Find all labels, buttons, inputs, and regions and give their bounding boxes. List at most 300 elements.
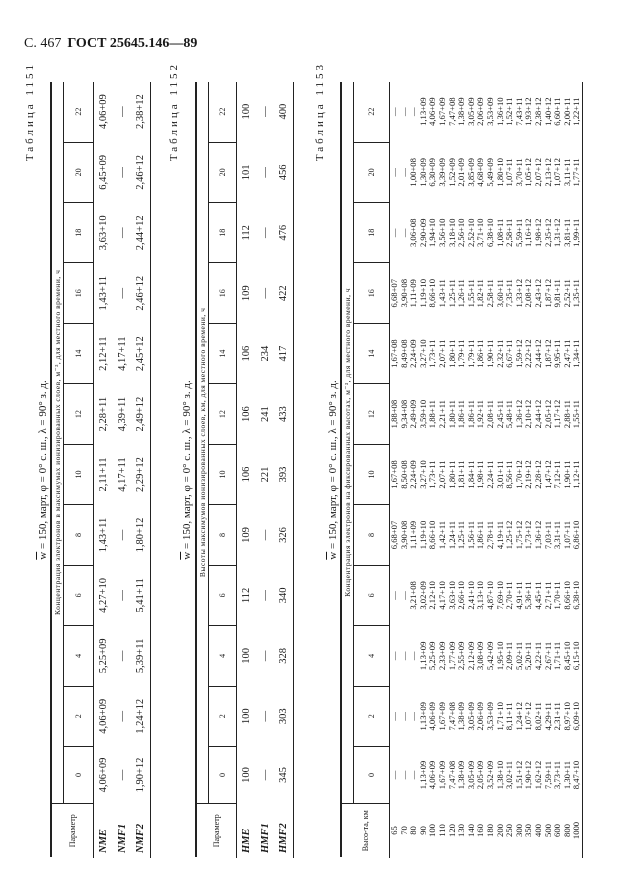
table-label: Таблица 1151 (24, 62, 36, 162)
cell-value: 3,06+08 (408, 218, 419, 248)
row-name: 90 (417, 826, 428, 835)
cell-value: 3,73+11 (552, 760, 563, 790)
cell-value: 1,07+11 (504, 158, 515, 187)
cell-value: 2,58+11 (484, 279, 495, 308)
cell-value: 1,30+11 (561, 760, 572, 790)
cell-value: 2,24+09 (408, 339, 419, 368)
cell-value: — (389, 107, 399, 116)
row-name: 600 (552, 824, 563, 837)
cell-value: — (116, 167, 128, 178)
cell-value: 7,03+11 (542, 520, 553, 550)
cell-value: 1,43+11 (97, 517, 109, 553)
cell-value: 1,94+10 (427, 218, 438, 248)
row-name: 250 (504, 824, 515, 837)
cell-value: 1,79+11 (456, 339, 467, 368)
cell-value: — (259, 529, 271, 541)
row-name: 350 (523, 824, 534, 837)
column-header: 20 (209, 142, 237, 202)
cell-value: 106 (240, 466, 252, 483)
cell-value: 2,44+12 (532, 339, 543, 368)
cell-value: 6,45+09 (97, 154, 109, 190)
cell-value: 3,05+09 (465, 760, 476, 790)
cell-value: 3,27+10 (417, 460, 428, 489)
cell-value: 106 (240, 406, 252, 422)
cell-value: 1,07+12 (523, 702, 534, 731)
cell-value: — (259, 650, 271, 662)
cell-value: 3,56+10 (436, 218, 447, 248)
cell-value: 5,49+09 (484, 158, 495, 187)
table-label: Таблица 1153 (314, 62, 326, 162)
cell-value: 8,66+10 (427, 278, 438, 308)
cell-value: 1,13+09 (417, 702, 428, 731)
cell-value: 1,25+12 (504, 520, 515, 550)
cell-value: — (116, 769, 128, 781)
cell-value: 1,24+12 (132, 686, 151, 746)
cell-value: 5,02+11 (513, 641, 524, 670)
cell-value: 3,05+09 (465, 97, 476, 126)
cell-value: 2,44+12 (532, 399, 543, 429)
cell-value: 1,05+12 (523, 158, 534, 187)
cell-value: 6,68+07 (389, 278, 399, 308)
cell-value: 5,25+09 (97, 638, 109, 674)
cell-value: 6,60+11 (552, 97, 563, 126)
cell-value: 3,13+10 (475, 581, 486, 610)
cell-value: 3,05+09 (465, 702, 476, 731)
row-name: 130 (456, 824, 467, 837)
column-header: 2 (354, 686, 390, 746)
cell-value: 3,85+09 (465, 158, 476, 187)
row-name: 140 (465, 824, 476, 837)
cell-value: 1,73+11 (427, 339, 438, 368)
cell-value: 2,66+10 (456, 581, 467, 610)
cell-value: — (259, 227, 271, 239)
column-header: 12 (354, 384, 390, 444)
cell-value: 8,56+11 (504, 460, 515, 489)
cell-value: 4,22+11 (532, 641, 543, 670)
table-row (237, 82, 256, 858)
table-row (132, 82, 151, 858)
cell-value: 1,70+12 (513, 460, 524, 489)
cell-value: 1,25+11 (456, 520, 467, 550)
cell-value: 6,30+09 (427, 158, 438, 187)
cell-value: 2,56+10 (456, 218, 467, 248)
header-row (51, 82, 64, 858)
column-header: 16 (64, 263, 94, 323)
cell-value: 2,12+11 (97, 336, 109, 371)
cell-value: 1,43+11 (436, 279, 447, 308)
cell-value: 2,11+11 (97, 457, 109, 492)
title-variable: $\overline{w}$ (327, 551, 339, 560)
row-name: 1000 (572, 804, 582, 858)
cell-value: 7,59+11 (542, 760, 553, 790)
cell-value: 1,90+12 (132, 747, 151, 804)
column-header: 8 (209, 505, 237, 565)
cell-value: 2,07+11 (436, 460, 447, 489)
title-variable: $\overline{w}$ (37, 551, 49, 560)
cell-value: 2,35+12 (542, 218, 553, 248)
cell-value: 2,88+11 (561, 400, 572, 429)
cell-value: 106 (240, 345, 252, 362)
cell-value: — (116, 711, 128, 722)
cell-value: 1,38+09 (456, 702, 467, 731)
cell-value: 2,45+11 (494, 400, 505, 429)
cell-value: 6,86+10 (572, 505, 582, 565)
cell-value: — (398, 651, 409, 661)
cell-value: — (259, 769, 271, 781)
cell-value: 2,32+11 (494, 339, 505, 368)
cell-value: 2,38+12 (532, 97, 543, 126)
cell-value: 2,01+09 (456, 158, 467, 187)
cell-value: 1,88+11 (427, 400, 438, 429)
row-name: 80 (408, 826, 419, 835)
column-header: 6 (64, 565, 94, 625)
cell-value: 1,55+11 (572, 384, 582, 444)
cell-value: — (398, 591, 409, 600)
row-name: 200 (494, 824, 505, 837)
column-header: 6 (209, 565, 237, 625)
cell-value: 2,43+12 (532, 278, 543, 308)
cell-value: 1,56+11 (465, 520, 476, 550)
cell-value: 100 (240, 103, 252, 120)
cell-value: 112 (240, 587, 252, 604)
column-header: 22 (354, 82, 390, 142)
cell-value: 5,25+09 (427, 641, 438, 671)
cell-value: 400 (275, 82, 294, 142)
column-header: 14 (64, 323, 94, 383)
cell-value: 2,67+11 (542, 641, 553, 670)
cell-value: 1,42+11 (436, 520, 447, 550)
cell-value: 1,88+08 (389, 399, 399, 429)
header-row (196, 82, 209, 858)
cell-value: 2,71+11 (542, 581, 553, 610)
cell-value: 8,45+10 (561, 641, 572, 671)
cell-value: 4,29+11 (542, 702, 553, 731)
cell-value: 2,33+09 (436, 641, 447, 671)
cell-value: 326 (275, 505, 294, 565)
cell-value: 2,45+12 (132, 323, 151, 383)
column-header: 0 (209, 747, 237, 804)
cell-value: 1,73+11 (427, 460, 438, 489)
cell-value: 8,97+10 (561, 702, 572, 731)
cell-value: 8,49+08 (398, 339, 409, 368)
cell-value: 3,27+10 (417, 339, 428, 368)
column-header: 8 (354, 505, 390, 565)
column-header: 18 (64, 203, 94, 263)
cell-value: 8,11+11 (504, 702, 515, 731)
cell-value: 3,63+10 (97, 215, 109, 251)
cell-value: 1,71+10 (494, 702, 505, 731)
cell-value: 2,38+12 (132, 82, 151, 143)
cell-value: 5,20+11 (523, 641, 534, 670)
cell-value: 1,25+11 (446, 279, 457, 308)
cell-value: 1,77+11 (572, 142, 582, 202)
row-name: 400 (532, 824, 543, 837)
cell-value: 4,45+11 (532, 581, 543, 610)
cell-value: 340 (275, 565, 294, 625)
cell-value: 1,80+11 (446, 460, 457, 489)
column-header: 8 (64, 505, 94, 565)
cell-value: 1,24+11 (446, 520, 457, 550)
column-header: 10 (64, 444, 94, 504)
column-header: 10 (209, 444, 237, 504)
cell-value: 1,47+12 (542, 460, 553, 489)
cell-value: 1,59+12 (513, 339, 524, 368)
cell-value: 109 (240, 527, 252, 543)
cell-value: 1,12+11 (572, 444, 582, 504)
cell-value: 8,02+11 (532, 702, 543, 731)
cell-value: 1,51+12 (513, 760, 524, 790)
row-name: 100 (427, 824, 438, 837)
cell-value: 1,16+12 (523, 218, 534, 248)
cell-value: 1,36+12 (513, 399, 524, 429)
cell-value: 100 (240, 647, 252, 664)
cell-value: 4,06+09 (97, 94, 109, 130)
cell-value: 1,82+11 (475, 279, 486, 308)
cell-value: 1,00+08 (408, 158, 419, 187)
column-header: 16 (209, 263, 237, 323)
cell-value: 345 (275, 747, 294, 804)
table-row (256, 82, 275, 858)
row-name: 120 (446, 824, 457, 837)
cell-value: 1,52+11 (504, 97, 515, 126)
param-header: Параметр (196, 804, 237, 858)
cell-value: 1,80+11 (446, 339, 457, 368)
cell-value: 1,19+10 (417, 278, 428, 308)
cell-value: 2,28+11 (97, 396, 109, 432)
cell-value: 1,24+12 (513, 702, 524, 731)
cell-value: 1,67+08 (389, 339, 399, 368)
cell-value: 1,38+10 (494, 760, 505, 790)
cell-value: 1,73+12 (523, 520, 534, 550)
cell-value: 1,13+09 (417, 641, 428, 671)
cell-value: 3,70+11 (513, 158, 524, 187)
cell-value: 1,71+11 (552, 641, 563, 670)
table-row (94, 82, 113, 858)
cell-value: 1,11+09 (408, 520, 419, 550)
cell-value: 2,08+12 (523, 278, 534, 308)
cell-value: 100 (240, 767, 252, 783)
data-table (195, 82, 294, 858)
cell-value: 4,06+09 (427, 760, 438, 790)
cell-value: — (389, 770, 399, 780)
cell-value: — (389, 168, 399, 177)
cell-value: 4,39+11 (116, 396, 128, 432)
cell-value: 1,99+11 (572, 203, 582, 263)
cell-value: 6,38+10 (572, 565, 582, 625)
cell-value: 1,11+09 (408, 279, 419, 308)
cell-value: 2,19+12 (523, 460, 534, 489)
cell-value: 2,47+11 (561, 339, 572, 368)
cell-value: 1,40+12 (542, 97, 553, 126)
table-row (572, 82, 582, 858)
cell-value: — (259, 106, 271, 117)
column-header: 4 (64, 626, 94, 686)
cell-value: 1,55+11 (465, 279, 476, 308)
cell-value: 3,90+08 (398, 520, 409, 550)
cell-value: 2,70+11 (504, 581, 515, 610)
cell-value: 393 (275, 444, 294, 504)
cell-value: 1,90+11 (561, 460, 572, 489)
cell-value: 4,06+09 (427, 97, 438, 126)
row-name: HME (240, 828, 252, 853)
cell-value: — (116, 650, 128, 662)
cell-value: 3,08+09 (475, 641, 486, 671)
cell-value: — (116, 287, 128, 299)
cell-value: 100 (240, 708, 252, 725)
title-variable: $\overline{w}$ (181, 551, 193, 560)
cell-value: 4,17+11 (116, 457, 128, 492)
cell-value: 1,67+08 (389, 460, 399, 489)
column-header: 12 (209, 384, 237, 444)
cell-value: 1,79+11 (465, 339, 476, 368)
cell-value: 2,31+11 (552, 702, 563, 731)
cell-value: 1,67+09 (436, 97, 447, 126)
cell-value: 1,92+11 (475, 400, 486, 429)
cell-value: 1,26+11 (456, 279, 467, 308)
subheader: Концентрация электронов в максимумах ионизированных слоев, м⁻³, для местного времени, ч (51, 82, 64, 804)
cell-value: 2,24+09 (408, 460, 419, 489)
column-header: 4 (354, 626, 390, 686)
cell-value: — (389, 711, 399, 721)
time-header-row (64, 82, 94, 858)
cell-value: 6,15+10 (572, 626, 582, 686)
cell-value: 1,87+12 (542, 278, 553, 308)
cell-value: 1,08+11 (494, 218, 505, 247)
cell-value: 2,44+12 (132, 203, 151, 263)
cell-value: 241 (259, 406, 271, 422)
cell-value: 5,36+11 (523, 581, 534, 610)
cell-value: — (398, 770, 409, 780)
cell-value: 8,66+10 (427, 520, 438, 550)
cell-value: 5,59+11 (513, 218, 524, 247)
cell-value: 456 (275, 142, 294, 202)
cell-value: 2,55+09 (456, 641, 467, 671)
cell-value: 2,22+12 (523, 339, 534, 368)
cell-value: — (398, 168, 409, 177)
header-row (341, 82, 354, 858)
column-header: 18 (209, 203, 237, 263)
cell-value: 2,41+10 (465, 581, 476, 610)
cell-value: 112 (240, 225, 252, 241)
cell-value: 7,47+08 (446, 702, 457, 731)
time-header-row (354, 82, 390, 858)
cell-value: 1,75+12 (513, 520, 524, 550)
cell-value: — (408, 770, 419, 780)
cell-value: 5,42+09 (484, 641, 495, 671)
cell-value: — (398, 711, 409, 721)
cell-value: 1,36+12 (532, 520, 543, 550)
cell-value: 1,86+11 (456, 400, 467, 429)
cell-value: 2,49+09 (408, 399, 419, 429)
cell-value: 6,68+07 (389, 520, 399, 550)
cell-value: 3,59+10 (417, 399, 428, 429)
cell-value: 9,81+11 (552, 279, 563, 308)
cell-value: 1,87+12 (542, 339, 553, 368)
cell-value: 2,13+12 (542, 158, 553, 187)
table-row (113, 82, 132, 858)
cell-value: 2,12+10 (427, 581, 438, 610)
cell-value: 2,58+11 (504, 218, 515, 247)
cell-value: 3,71+10 (475, 218, 486, 248)
time-header-row (209, 82, 237, 858)
cell-value: 1,17+12 (552, 399, 563, 429)
cell-value: 7,69+10 (494, 581, 505, 610)
cell-value: 4,27+10 (97, 578, 109, 613)
cell-value: 2,09+11 (504, 641, 515, 670)
cell-value: 3,21+08 (408, 581, 419, 610)
cell-value: 4,19+11 (494, 520, 505, 550)
cell-value: 1,43+11 (97, 276, 109, 311)
cell-value: 2,49+12 (132, 384, 151, 444)
cell-value: 8,66+10 (561, 581, 572, 610)
row-name: 160 (475, 824, 486, 837)
cell-value: 9,34+08 (398, 399, 409, 429)
column-header: 12 (64, 384, 94, 444)
cell-value: 4,06+09 (427, 702, 438, 731)
cell-value: 2,06+09 (475, 702, 486, 731)
cell-value: 1,77+09 (446, 641, 457, 671)
cell-value: 3,60+11 (494, 279, 505, 308)
row-name: 300 (513, 824, 524, 837)
cell-value: — (408, 651, 419, 661)
column-header: 22 (64, 82, 94, 143)
row-name: NMF2 (132, 804, 151, 858)
cell-value: 8,47+10 (572, 747, 582, 804)
cell-value: 2,29+12 (132, 444, 151, 504)
data-table (340, 82, 583, 858)
cell-value: — (116, 227, 128, 239)
cell-value: 1,80+12 (132, 505, 151, 565)
cell-value: 1,81+11 (456, 460, 467, 489)
cell-value: 3,81+11 (561, 218, 572, 247)
cell-value: 3,53+09 (484, 97, 495, 126)
cell-value: 328 (275, 626, 294, 686)
cell-value: 4,87+10 (484, 581, 495, 610)
cell-value: 1,38+09 (456, 760, 467, 790)
cell-value: 3,02+11 (504, 760, 515, 790)
column-header: 4 (209, 626, 237, 686)
cell-value: 1,86+11 (475, 339, 486, 368)
title-text: = 150, март, φ = 0° с. ш., λ = 90° з. д. (37, 380, 49, 552)
cell-value: 433 (275, 384, 294, 444)
table-title (181, 82, 193, 858)
cell-value: 7,43+11 (513, 97, 524, 126)
cell-value: 109 (240, 285, 252, 302)
cell-value: 1,34+11 (572, 323, 582, 383)
table-title (327, 82, 339, 858)
cell-value: 1,67+09 (436, 702, 447, 731)
cell-value: 1,98+11 (475, 460, 486, 489)
cell-value: 1,38+09 (456, 97, 467, 126)
row-name: 180 (484, 824, 495, 837)
cell-value: 2,46+12 (132, 142, 151, 202)
cell-value: 2,28+12 (532, 460, 543, 489)
table-title (37, 82, 49, 858)
cell-value: 1,84+11 (465, 460, 476, 489)
cell-value: 3,01+11 (494, 460, 505, 489)
row-name: NMF1 (116, 823, 128, 853)
column-header: 18 (354, 203, 390, 263)
cell-value: 1,07+12 (552, 158, 563, 187)
row-name: NME (97, 829, 109, 853)
cell-value: 2,05+09 (475, 760, 486, 790)
cell-value: 3,18+10 (446, 218, 457, 248)
cell-value: 2,46+12 (132, 263, 151, 323)
cell-value: — (259, 287, 271, 299)
cell-value: 2,10+12 (523, 399, 534, 429)
row-name: HMF1 (259, 823, 271, 853)
cell-value: — (389, 651, 399, 661)
